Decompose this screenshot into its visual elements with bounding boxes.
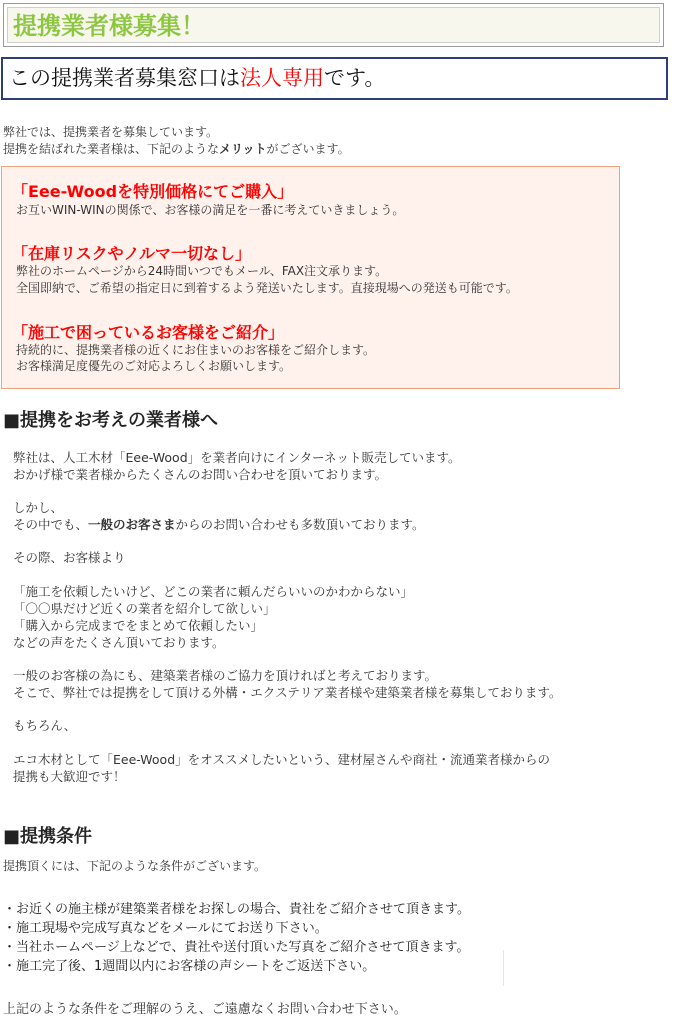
conditions-intro: 提携頂くには、下記のような条件がございます。: [3, 859, 267, 873]
s1-quote-3: 「購入から完成までをまとめて依頼したい」: [13, 618, 264, 633]
section-heading-partnership: ■提携をお考えの業者様へ: [3, 410, 219, 431]
notice-prefix: この提携業者募集窓口は: [9, 66, 240, 90]
merit-text-3-2: お客様満足度優先のご対応よろしくお願いします。: [16, 359, 292, 373]
s1-quote-2: 「〇〇県だけど近くの業者を紹介して欲しい」: [13, 601, 276, 616]
merit-heading-1: 「Eee-Woodを特別価格にてご購入」: [12, 182, 294, 201]
s1-p1-line-2: おかげ様で業者様からたくさんのお問い合わせを頂いております。: [13, 467, 388, 482]
s1-p2-suffix: からのお問い合わせも多数頂いております。: [175, 517, 425, 532]
conditions-closing: 上記のような条件をご理解のうえ、ご遠慮なくお問い合わせ下さい。: [3, 1002, 407, 1017]
merit-heading-2: 「在庫リスクやノルマ一切なし」: [12, 244, 252, 263]
merit-heading-3: 「施工で困っているお客様をご紹介」: [12, 323, 285, 342]
s1-quote-4: などの声をたくさん頂いております。: [13, 635, 225, 650]
divider: [503, 950, 504, 986]
condition-item-3: ・当社ホームページ上などで、貴社や送付頂いた写真をご紹介させて頂きます。: [3, 940, 470, 955]
condition-item-1: ・お近くの施主様が建築業者様をお探しの場合、貴社をご紹介させて頂きます。: [3, 902, 470, 917]
intro-line-2-bold: メリット: [219, 142, 267, 156]
s1-p4-line-1: 一般のお客様の為にも、建築業者様のご協力を頂ければと考えております。: [13, 668, 438, 683]
condition-item-4: ・施工完了後、1週間以内にお客様の声シートをご返送下さい。: [3, 959, 376, 974]
s1-p2-line-2: [13, 517, 425, 534]
notice-highlight: 法人専用: [240, 66, 324, 90]
s1-p6-line-2: 提携も大歓迎です！: [13, 769, 126, 784]
merit-text-1-1: お互いWIN-WINの関係で、お客様の満足を一番に考えていきましょう。: [16, 203, 405, 217]
s1-p1-line-1: 弊社は、人工木材「Eee-Wood」を業者向けにインターネット販売しています。: [13, 450, 461, 465]
s1-p2-prefix: その中でも、: [13, 517, 89, 532]
notice-suffix: です。: [324, 66, 386, 90]
s1-p5: もちろん、: [13, 718, 77, 733]
corporate-only-notice: [1, 57, 668, 100]
merit-text-3-1: 持続的に、提携業者様の近くにお住まいのお客様をご紹介します。: [16, 343, 376, 357]
section-heading-conditions: ■提携条件: [3, 826, 93, 847]
s1-p2-line-1: しかし、: [13, 500, 64, 515]
merit-text-2-2: 全国即納で、ご希望の指定日に到着するよう発送いたします。直接現場への発送も可能です。: [16, 281, 518, 295]
condition-item-2: ・施工現場や完成写真などをメールにてお送り下さい。: [3, 921, 328, 936]
intro-line-2-prefix: 提携を結ばれた業者様は、下記のような: [3, 142, 220, 156]
s1-quote-1: 「施工を依頼したいけど、どこの業者に頼んだらいいのかわからない」: [13, 584, 414, 599]
intro-line-1: 弊社では、提携業者を募集しています。: [3, 125, 219, 139]
intro-line-2: [3, 141, 350, 158]
s1-p4-line-2: そこで、弊社では提携をして頂ける外構・エクステリア業者様や建築業者様を募集しております。: [13, 685, 562, 700]
s1-p6-line-1: エコ木材として「Eee-Wood」をオススメしたいという、建材屋さんや商社・流通業者様からの: [13, 752, 551, 767]
page-title-box: [3, 3, 664, 47]
s1-p3: その際、お客様より: [13, 550, 126, 565]
s1-p2-bold: 一般のお客さま: [88, 517, 176, 532]
merit-text-2-1: 弊社のホームページから24時間いつでもメール、FAX注文承ります。: [16, 264, 388, 278]
page-title: 提携業者様募集！: [7, 7, 660, 43]
merits-box: [1, 166, 620, 389]
intro-line-2-suffix: がございます。: [266, 142, 350, 156]
